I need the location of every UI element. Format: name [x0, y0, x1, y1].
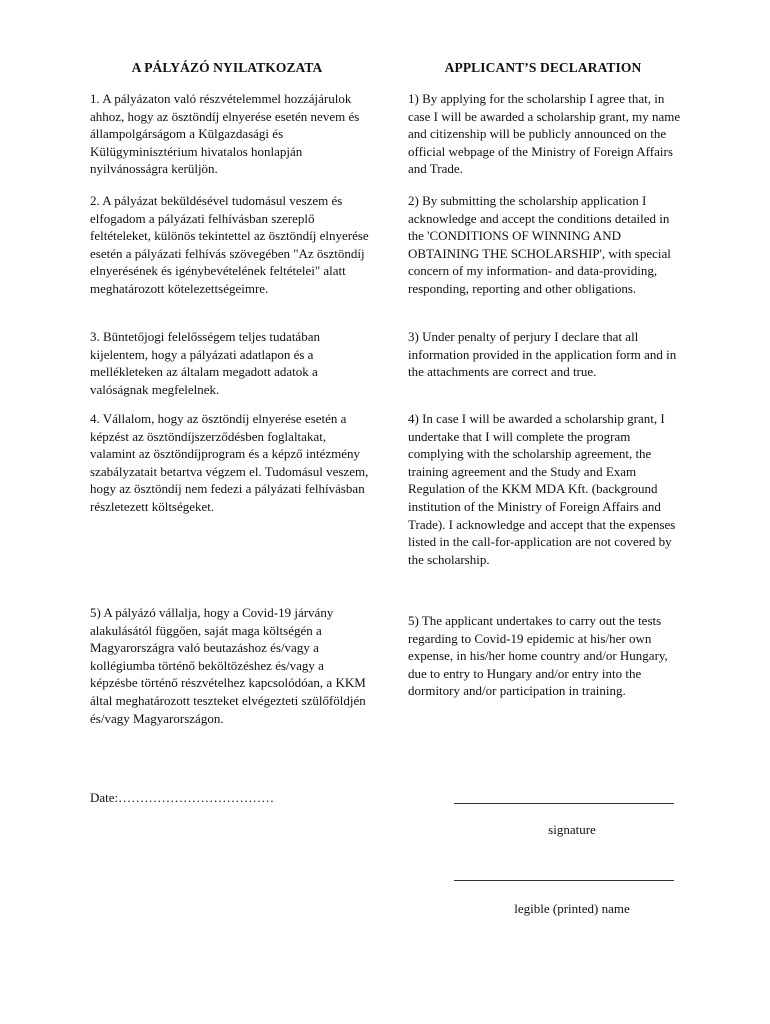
- hungarian-paragraph-3: 3. Büntetőjogi felelősségem teljes tudatában kijelentem, hogy a pályázati adatlapon és a mellékleteken az általam megadott adatok a valóságnak megfelelnek.: [90, 329, 320, 397]
- english-paragraph-4: 4) In case I will be awarded a scholarship grant, I undertake that I will complete the program complying with the scholarship agreement, the training agreement and the Study and Exam Regulation of the KKM MDA Kft. (background institution of the Ministry of Foreign Affairs and Trade). I acknowledge and accept that the expenses listed in the call-for-application are not covered by the scholarship.: [408, 411, 676, 567]
- english-heading: APPLICANT’S DECLARATION: [444, 60, 642, 75]
- hungarian-heading: A PÁLYÁZÓ NYILATKOZATA: [131, 60, 323, 75]
- signature-label: signature: [548, 822, 596, 837]
- date-field: Date:………………………………: [90, 790, 275, 805]
- english-paragraph-2: 2) By submitting the scholarship application I acknowledge and accept the conditions detailed in the 'CONDITIONS OF WINNING AND OBTAINING THE SCHOLARSHIP', with special concern of my information- and data-providing, responding, reporting and other obligations.: [408, 193, 671, 296]
- hungarian-paragraph-1: 1. A pályázaton való részvételemmel hozzájárulok ahhoz, hogy az ösztöndíj elnyerése esetén nevem és állampolgárságom a Külgazdasági és Külügyminisztérium hivatalos honlapján nyilvánosságra kerüljön.: [90, 91, 360, 177]
- english-paragraph-3: 3) Under penalty of perjury I declare that all information provided in the application form and in the attachments are correct and true.: [408, 329, 677, 380]
- english-paragraph-1: 1) By applying for the scholarship I agree that, in case I will be awarded a scholarship grant, my name and citizenship will be publicly announced on the official webpage of the Ministry of Foreign Affairs and Trade.: [408, 91, 681, 177]
- printed-name-line: [454, 880, 674, 881]
- signature-line: [454, 803, 674, 804]
- hungarian-paragraph-4: 4. Vállalom, hogy az ösztöndíj elnyerése esetén a képzést az ösztöndíjszerződésben foglaltakat, valamint az ösztöndíjprogram és a képző intézmény szabályzatait betartva végzem el. Tudomásul veszem, hogy az ösztöndíj nem fedezi a pályázati felhívásban részletezett költségeket.: [90, 411, 369, 514]
- hungarian-paragraph-5: 5) A pályázó vállalja, hogy a Covid-19 járvány alakulásától függően, saját maga költségén a Magyarországra való beutazáshoz és/vagy a kollégiumba történő beköltözéshez és/vagy a képzésbe történő részvételhez kapcsolódóan, a KKM által meghatározott teszteket elvégezteti szülőföldjén és/vagy Magyarországon.: [90, 605, 366, 726]
- hungarian-paragraph-2: 2. A pályázat beküldésével tudomásul veszem és elfogadom a pályázati felhívásban szereplő feltételeket, különös tekintettel az ösztöndíj elnyerése esetén a pályázati felhívás szövegében "Az ösztöndíj elnyerésének és igénybevételének feltételei" alatt meghatározott kötelezettségeimre.: [90, 193, 369, 296]
- english-paragraph-5: 5) The applicant undertakes to carry out the tests regarding to Covid-19 epidemic at his/her own expense, in his/her home country and/or Hungary, due to entry to Hungary and/or entry into the dormitory and/or participation in training.: [408, 613, 668, 699]
- printed-name-label: legible (printed) name: [514, 901, 630, 916]
